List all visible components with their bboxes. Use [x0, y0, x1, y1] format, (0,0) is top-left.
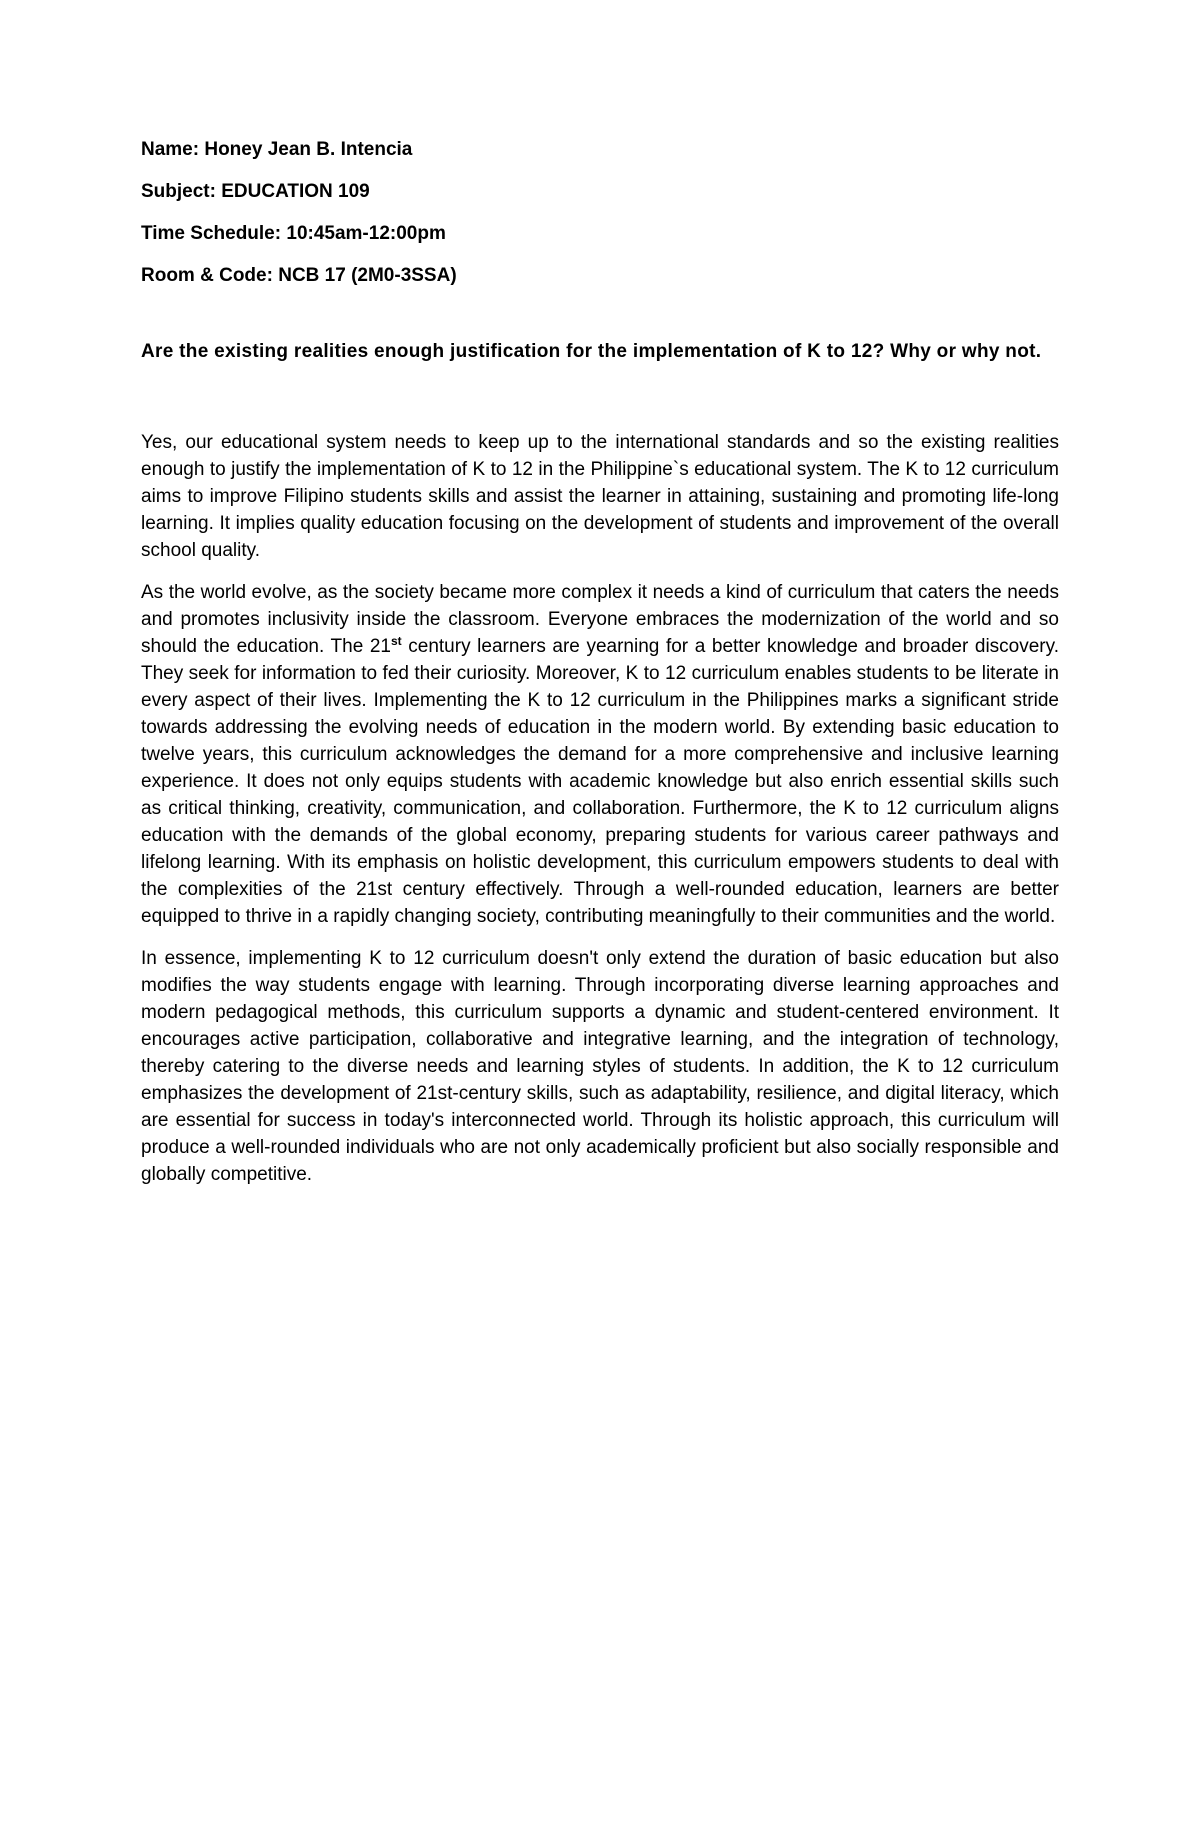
subject-line — [141, 180, 1059, 204]
room-value: NCB 17 (2M0-3SSA) — [278, 265, 457, 286]
room-label: Room & Code: — [141, 265, 273, 286]
subject-value: EDUCATION 109 — [221, 181, 370, 202]
superscript-st: st — [391, 634, 402, 648]
paragraph-2 — [141, 579, 1059, 930]
schedule-value: 10:45am-12:00pm — [286, 223, 446, 244]
essay-question: Are the existing realities enough justification for the implementation of K to 12? Why or why not. — [141, 341, 1042, 362]
schedule-label: Time Schedule: — [141, 223, 282, 244]
paragraph-2-part-a: As the world evolve, as the society became more complex it needs a kind of curriculum that caters the needs and promotes inclusivity inside the classroom. Everyone embraces the modernization of the world and so should the education. The 21 — [141, 582, 1059, 657]
paragraph-3: In essence, implementing K to 12 curriculum doesn't only extend the duration of basic education but also modifies the way students engage with learning. Through incorporating diverse learning approaches and modern pedagogical methods, this curriculum supports a dynamic and student-centered environment. It encourages active participation, collaborative and integrative learning, and the integration of technology, thereby catering to the diverse needs and learning styles of students. In addition, the K to 12 curriculum emphasizes the development of 21st-century skills, such as adaptability, resilience, and digital literacy, which are essential for success in today's interconnected world. Through its holistic approach, this curriculum will produce a well-rounded individuals who are not only academically proficient but also socially responsible and globally competitive. — [141, 948, 1059, 1185]
subject-label: Subject: — [141, 181, 216, 202]
paragraph-1: Yes, our educational system needs to keep up to the international standards and so the existing realities enough to justify the implementation of K to 12 in the Philippine`s educational system. The K to 12 curriculum aims to improve Filipino students skills and assist the learner in attaining, sustaining and promoting life-long learning. It implies quality education focusing on the development of students and improvement of the overall school quality. — [141, 432, 1059, 561]
schedule-line — [141, 222, 1059, 246]
document-page — [141, 138, 1059, 1203]
name-line — [141, 138, 1059, 162]
essay-body — [141, 429, 1059, 1188]
name-value: Honey Jean B. Intencia — [204, 139, 413, 160]
room-line — [141, 264, 1059, 288]
paragraph-2-part-b: century learners are yearning for a better knowledge and broader discovery. They seek for information to fed their curiosity. Moreover, K to 12 curriculum enables students to be literate in every aspect of their lives. Implementing the K to 12 curriculum in the Philippines marks a significant stride towards addressing the evolving needs of education in the modern world. By extending basic education to twelve years, this curriculum acknowledges the demand for a more comprehensive and inclusive learning experience. It does not only equips students with academic knowledge but also enrich essential skills such as critical thinking, creativity, communication, and collaboration. Furthermore, the K to 12 curriculum aligns education with the demands of the global economy, preparing students for various career pathways and lifelong learning. With its emphasis on holistic development, this curriculum empowers students to deal with the complexities of the 21st century effectively. Through a well-rounded education, learners are better equipped to thrive in a rapidly changing society, contributing meaningfully to their communities and the world. — [141, 636, 1059, 927]
name-label: Name: — [141, 139, 200, 160]
